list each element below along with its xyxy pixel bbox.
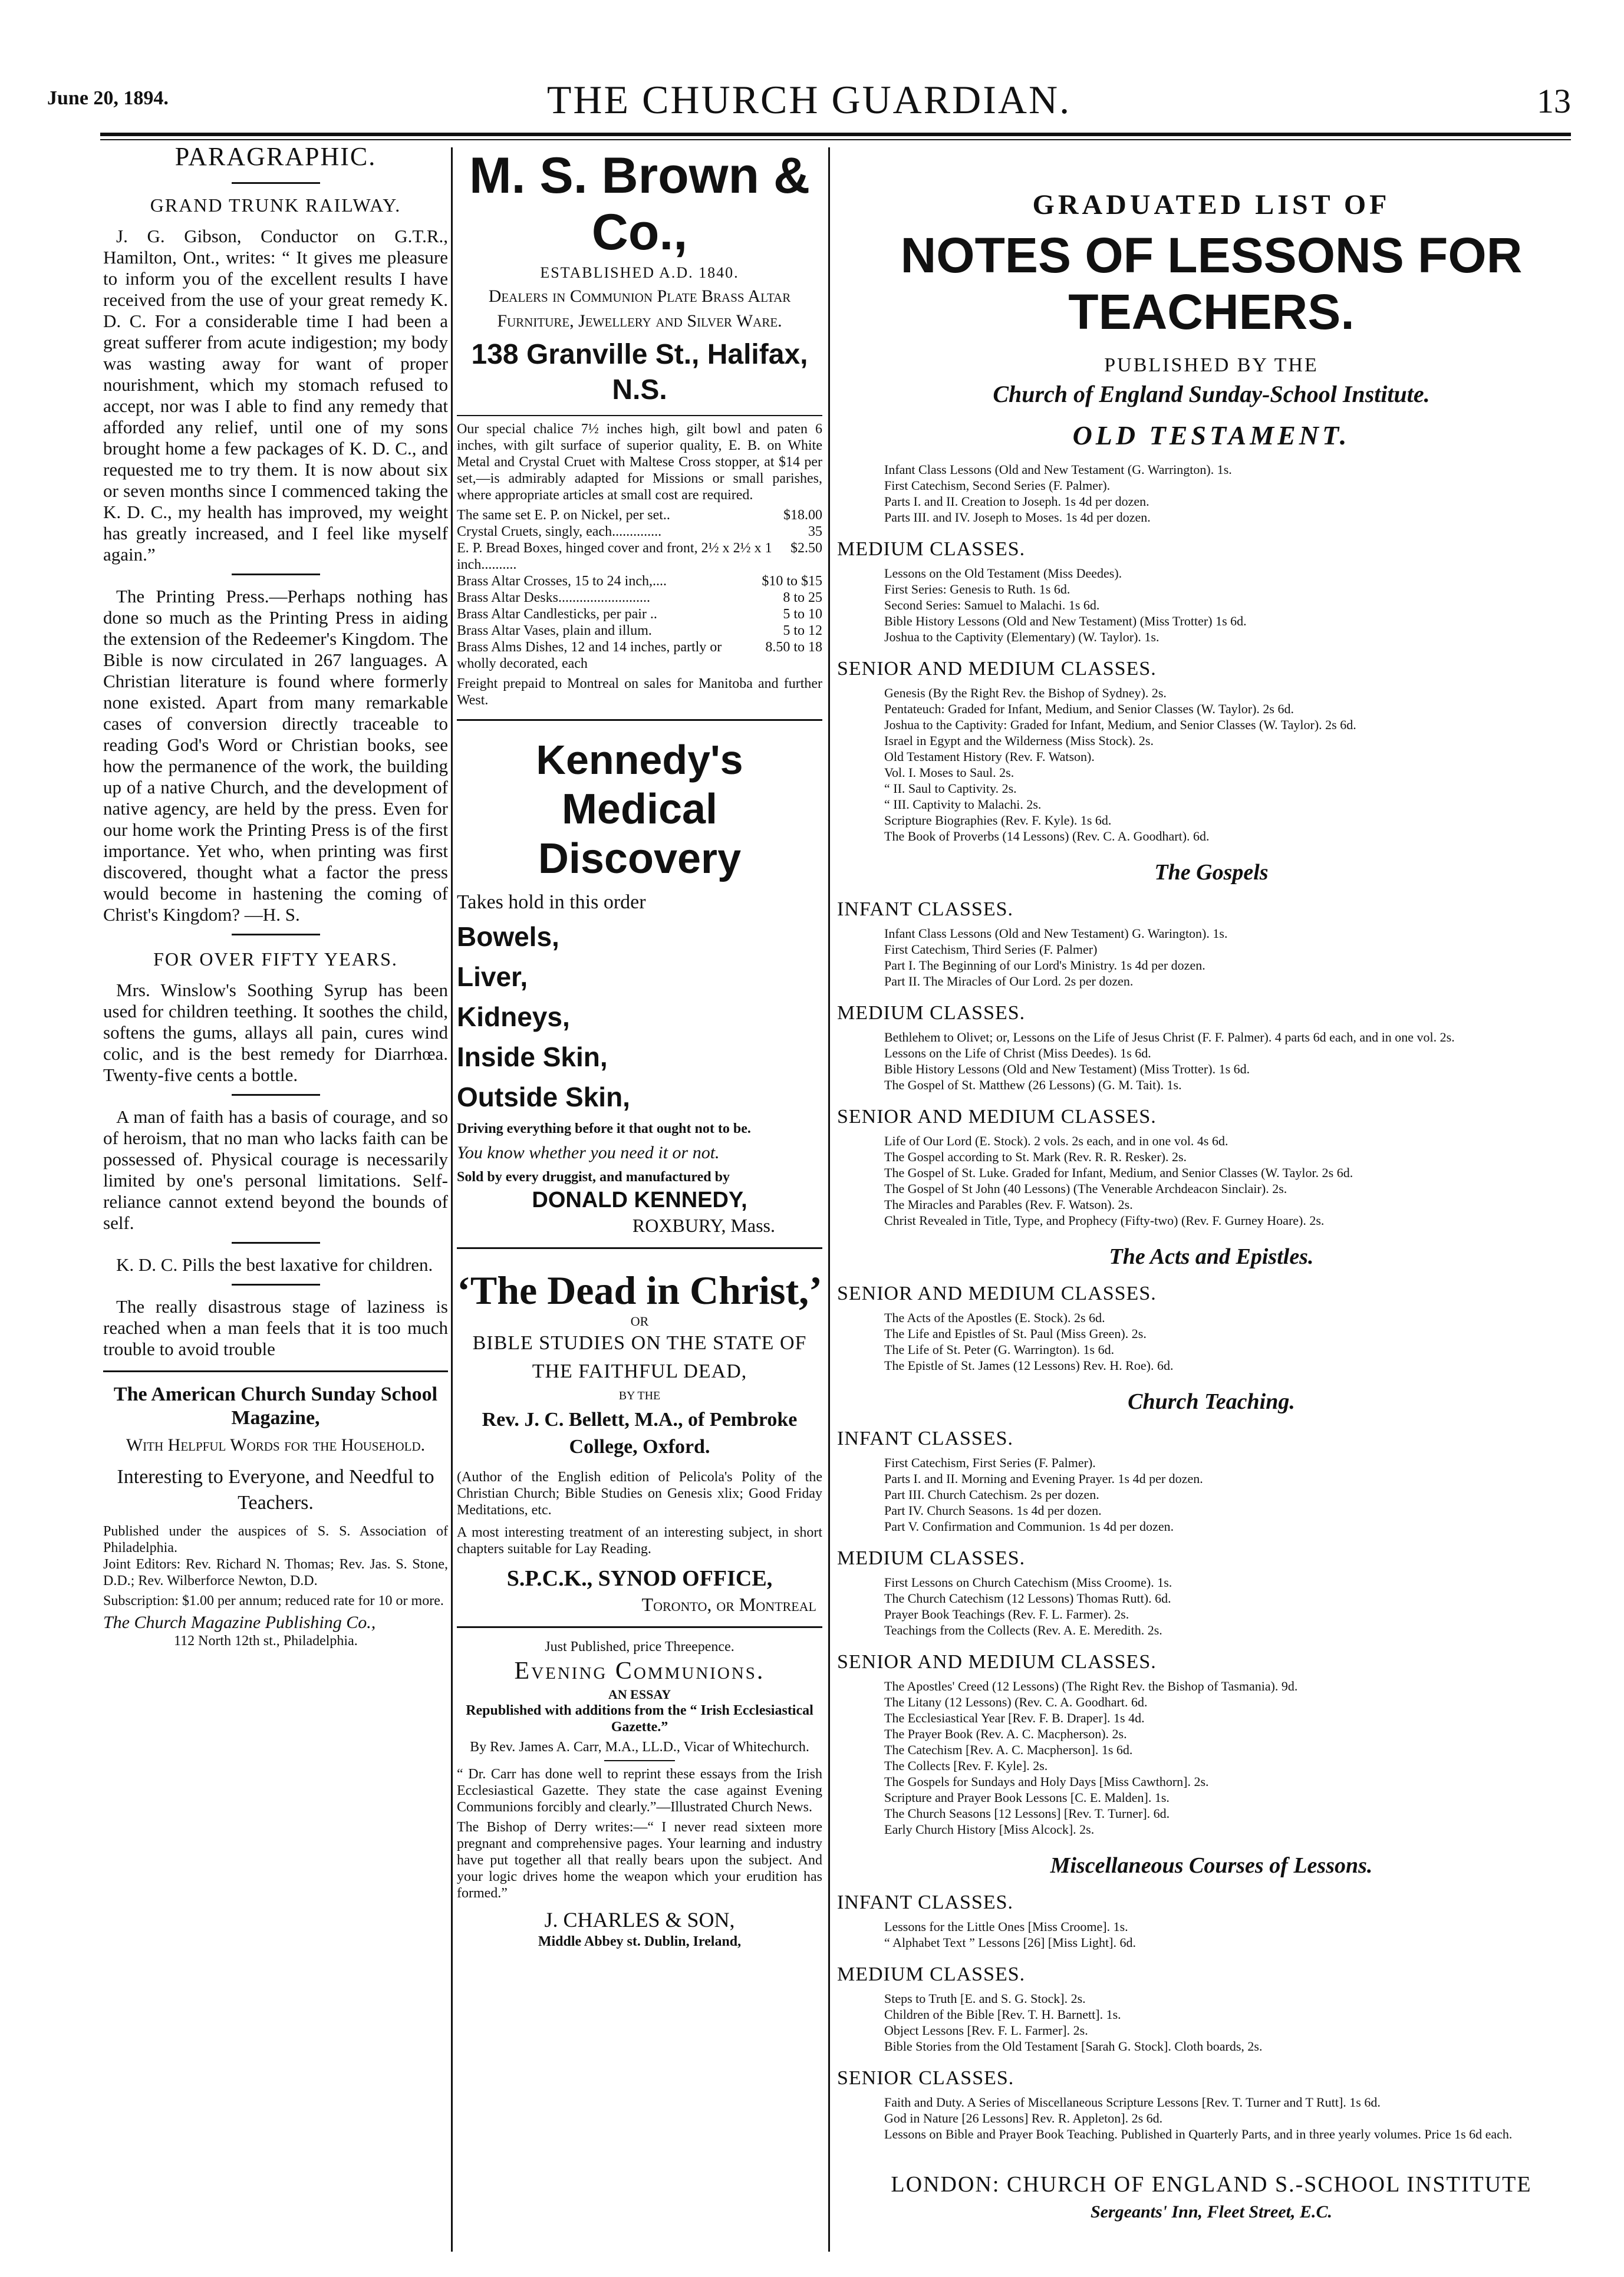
evening-just-published: Just Published, price Threepence. [545, 1639, 734, 1655]
advertiser-name: M. S. Brown & Co., [469, 147, 811, 261]
kennedy-title-2: Medical Discovery [538, 786, 742, 882]
column-divider [828, 147, 830, 2252]
dead-by: BY THE [618, 1389, 661, 1402]
lesson-item: First Catechism, Third Series (F. Palmer) [884, 942, 1098, 957]
class-heading: SENIOR AND MEDIUM CLASSES. [837, 1283, 1157, 1304]
lesson-item: Lessons on Bible and Prayer Book Teaching. Published in Quarterly Parts, and in three yearly volumes. Price 1s 6d each. [884, 2127, 1513, 2141]
lesson-item: The Gospels for Sundays and Holy Days [Miss Cawthorn]. 2s. [884, 1774, 1209, 1789]
lesson-item: The Litany (12 Lessons) (Rev. C. A. Goodhart. 6d. [884, 1695, 1148, 1709]
article-text: K. D. C. Pills the best laxative for children. [116, 1254, 433, 1275]
lesson-item: The Gospel of St John (40 Lessons) (The Venerable Archdeacon Sinclair). 2s. [884, 1181, 1287, 1196]
church-teaching-heading: Church Teaching. [1128, 1389, 1295, 1414]
price-value: 5 to 10 [783, 607, 822, 622]
lesson-item: Pentateuch: Graded for Infant, Medium, and Senior Classes (W. Taylor). 2s 6d. [884, 701, 1294, 716]
divider [457, 1626, 822, 1628]
price-value: 8.50 to 18 [765, 640, 822, 655]
class-heading: SENIOR AND MEDIUM CLASSES. [837, 1651, 1157, 1673]
lesson-list [837, 1310, 1586, 1373]
lesson-item: The Gospel of St. Luke. Graded for Infant, Medium, and Senior Classes (W. Taylor. 2s 6d. [884, 1165, 1353, 1180]
established: ESTABLISHED A.D. 1840. [540, 264, 739, 281]
bible-studies: BIBLE STUDIES ON THE STATE OF THE FAITHFUL DEAD, [472, 1332, 807, 1382]
price-item: Brass Altar Crosses, 15 to 24 inch,.... [457, 574, 667, 589]
lesson-item: Parts III. and IV. Joseph to Moses. 1s 4d per dozen. [884, 510, 1151, 525]
column-1 [103, 141, 448, 2240]
lesson-item: Vol. I. Moses to Saul. 2s. [884, 765, 1014, 780]
lesson-item: Lessons on the Old Testament (Miss Deedes). [884, 566, 1122, 581]
price-value: $2.50 [790, 541, 822, 556]
price-row [457, 523, 822, 540]
header-rule-thin [100, 139, 1571, 140]
class-heading: MEDIUM CLASSES. [837, 1963, 1026, 1985]
lesson-list [837, 2094, 1586, 2142]
divider [232, 1284, 320, 1286]
lesson-list [837, 1133, 1586, 1228]
lesson-list [837, 1678, 1586, 1837]
lesson-item: The Book of Proverbs (14 Lessons) (Rev. C. A. Goodhart). 6d. [884, 829, 1210, 843]
price-row [457, 507, 822, 523]
lesson-list [837, 462, 1586, 525]
price-item: The same set E. P. on Nickel, per set.. [457, 508, 670, 523]
section-heading: PARAGRAPHIC. [174, 142, 377, 171]
lesson-item: The Church Catechism (12 Lessons) Thomas Rutt). 6d. [884, 1591, 1171, 1606]
kennedy-driving: Driving everything before it that ought not to be. [457, 1121, 751, 1136]
class-heading: MEDIUM CLASSES. [837, 1547, 1026, 1569]
magazine-editors: Joint Editors: Rev. Richard N. Thomas; Rev. Jas. S. Stone, D.D.; Rev. Wilberforce Newton, D.D. [103, 1557, 448, 1589]
header-rule [100, 133, 1571, 136]
divider [457, 415, 822, 416]
miscellaneous-heading: Miscellaneous Courses of Lessons. [1050, 1853, 1373, 1878]
freight-note: Freight prepaid to Montreal on sales for Manitoba and further West. [457, 676, 822, 708]
lesson-item: Bible Stories from the Old Testament [Sarah G. Stock]. Cloth boards, 2s. [884, 2039, 1263, 2054]
lesson-item: First Catechism, First Series (F. Palmer). [884, 1455, 1096, 1470]
lesson-item: Old Testament History (Rev. F. Watson). [884, 749, 1095, 764]
spck-city: Toronto, or Montreal [641, 1594, 816, 1615]
price-item: Brass Altar Desks.......................... [457, 590, 650, 605]
lesson-item: First Catechism, Second Series (F. Palmer). [884, 478, 1111, 493]
column-3 [837, 141, 1586, 2240]
kennedy-sold: Sold by every druggist, and manufactured by [457, 1169, 730, 1185]
lesson-item: Part V. Confirmation and Communion. 1s 4d per dozen. [884, 1519, 1174, 1534]
lesson-item: The Life of St. Peter (G. Warrington). 1s 6d. [884, 1342, 1115, 1357]
lesson-item: “ Alphabet Text ” Lessons [26] [Miss Light]. 6d. [884, 1935, 1136, 1950]
article-text: The Printing Press.—Perhaps nothing has done so much as the Printing Press in aiding the extension of the Redeemer's Kingdom. The Bible is now circulated in 267 languages. A Christian literature is found where formerly none existed. Apart from many remarkable cases of conversion directly traceable to reading God's Word or Christian books, see how the permanence of the work, the building up of a native Church, and the development of native agency, are held by the press. Even for our home work the Printing Press is of the first importance. Yet who, when printing was first discovered, thought what a factor the press would become in hastening the coming of Christ's Kingdom? —H. S. [103, 586, 448, 925]
evening-title: Evening Communions. [514, 1658, 765, 1685]
lesson-item: Prayer Book Teachings (Rev. F. L. Farmer). 2s. [884, 1607, 1129, 1622]
lesson-list [837, 925, 1586, 989]
price-row [457, 639, 822, 672]
lesson-item: The Apostles' Creed (12 Lessons) (The Right Rev. the Bishop of Tasmania). 9d. [884, 1679, 1298, 1693]
evening-derry: The Bishop of Derry writes:—“ I never read sixteen more pregnant and comprehensive pages. Your learning and industry have put together all that really bears upon the subject. And your logic drives home the weapon which your erudition has formed.” [457, 1820, 822, 1901]
class-heading: INFANT CLASSES. [837, 1892, 1014, 1913]
dead-or: OR [630, 1314, 649, 1329]
divider [604, 1760, 675, 1761]
dead-author: Rev. J. C. Bellett, M.A., of Pembroke College, Oxford. [482, 1409, 798, 1458]
lesson-item: The Collects [Rev. F. Kyle]. 2s. [884, 1758, 1048, 1773]
price-value: 35 [808, 524, 822, 539]
lesson-list [837, 1919, 1586, 1950]
lesson-item: Bible History Lessons (Old and New Testament) (Miss Trotter). 1s 6d. [884, 1062, 1250, 1076]
article-text: Mrs. Winslow's Soothing Syrup has been used for children teething. It soothes the child, softens the gums, allays all pain, cures wind colic, and is the best remedy for Diarrhœa. Twenty-five cents a bottle. [103, 980, 448, 1085]
dead-treatment: A most interesting treatment of an interesting subject, in short chapters suitable for Lay Reading. [457, 1525, 822, 1557]
lesson-list [837, 1455, 1586, 1534]
class-heading: SENIOR AND MEDIUM CLASSES. [837, 658, 1157, 680]
magazine-subscription: Subscription: $1.00 per annum; reduced rate for 10 or more. [103, 1593, 444, 1609]
magazine-subtitle: With Helpful Words for the Household. [126, 1435, 426, 1455]
lesson-item: Bethlehem to Olivet; or, Lessons on the Life of Jesus Christ (F. F. Palmer). 4 parts 6d each, and in one vol. 2s. [884, 1030, 1455, 1044]
lesson-item: Bible History Lessons (Old and New Testament) (Miss Trotter) 1s 6d. [884, 614, 1247, 628]
divider [232, 1242, 320, 1244]
divider [232, 182, 320, 184]
price-row [457, 606, 822, 622]
institute-address: Sergeants' Inn, Fleet Street, E.C. [1090, 2202, 1333, 2222]
dead-in-christ-title: ‘The Dead in Christ,’ [457, 1268, 822, 1313]
organ-list [457, 917, 822, 1117]
divider [457, 1247, 822, 1249]
price-value: $18.00 [783, 508, 822, 523]
lesson-item: Parts I. and II. Creation to Joseph. 1s 4d per dozen. [884, 494, 1149, 509]
lesson-item: The Epistle of St. James (12 Lessons) Rev. H. Roe). 6d. [884, 1358, 1174, 1373]
kennedy-title: Kennedy's [536, 737, 743, 783]
lesson-list [837, 1991, 1586, 2054]
class-heading: MEDIUM CLASSES. [837, 1002, 1026, 1024]
lesson-item: Scripture Biographies (Rev. F. Kyle). 1s 6d. [884, 813, 1112, 828]
article-text: J. G. Gibson, Conductor on G.T.R., Hamilton, Ont., writes: “ It gives me pleasure to inform you of the excellent results I have received from the use of your great remedy K. D. C. For a considerable time I had been a great sufferer from acute indigestion; my body was wasting away for want of proper nourishment, which my stomach refused to accept, nor was I able to find any remedy that afforded any relief, until one of my sons brought home a few packages of K. D. C., and requested me to try them. It is now about six or seven months since I commenced taking the K. D. C., my health has improved, my weight has greatly increased, and I feel like myself again.” [103, 226, 448, 565]
gospels-heading: The Gospels [1154, 860, 1269, 885]
kennedy-maker: DONALD KENNEDY, [532, 1188, 747, 1212]
lesson-item: The Gospel according to St. Mark (Rev. R. R. Resker). 2s. [884, 1149, 1187, 1164]
issue-date: June 20, 1894. [47, 87, 169, 109]
lesson-item: The Miracles and Parables (Rev. F. Watson). 2s. [884, 1197, 1133, 1212]
divider [457, 719, 822, 721]
lesson-item: Israel in Egypt and the Wilderness (Miss Stock). 2s. [884, 733, 1154, 748]
old-testament-heading: OLD TESTAMENT. [1072, 420, 1350, 450]
divider [103, 1370, 448, 1372]
kennedy-takes: Takes hold in this order [457, 891, 646, 913]
column-divider [451, 147, 453, 2252]
lesson-item: Teachings from the Collects (Rev. A. E. Meredith. 2s. [884, 1623, 1162, 1637]
lesson-item: The Church Seasons [12 Lessons] [Rev. T. Turner]. 6d. [884, 1806, 1170, 1821]
magazine-address: 112 North 12th st., Philadelphia. [174, 1633, 358, 1649]
organ-item: Outside Skin, [457, 1082, 630, 1112]
lesson-list [837, 685, 1586, 844]
price-item: Crystal Cruets, singly, each.............. [457, 524, 662, 539]
class-heading: INFANT CLASSES. [837, 1428, 1014, 1449]
lesson-item: Early Church History [Miss Alcock]. 2s. [884, 1822, 1095, 1837]
price-value: 8 to 25 [783, 590, 822, 605]
lesson-item: Part III. Church Catechism. 2s per dozen. [884, 1487, 1099, 1502]
evening-seller: J. CHARLES & SON, [544, 1908, 735, 1932]
dead-note: (Author of the English edition of Pelicola's Polity of the Christian Church; Bible Studies on Genesis xlix; Good Friday Meditations, etc. [457, 1469, 822, 1518]
divider [232, 934, 320, 935]
price-list [457, 507, 822, 672]
lesson-item: The Gospel of St. Matthew (26 Lessons) (G. M. Tait). 1s. [884, 1077, 1182, 1092]
lesson-item: Object Lessons [Rev. F. L. Farmer]. 2s. [884, 2023, 1088, 2038]
organ-item: Kidneys, [457, 1001, 570, 1032]
price-item: E. P. Bread Boxes, hinged cover and front, 2½ x 2½ x 1 inch.......... [457, 541, 772, 572]
price-row [457, 573, 822, 589]
lesson-item: Second Series: Samuel to Malachi. 1s 6d. [884, 598, 1100, 612]
kennedy-place: ROXBURY, Mass. [632, 1215, 775, 1236]
column-2 [457, 141, 822, 2240]
institute-footer: LONDON: CHURCH OF ENGLAND S.-SCHOOL INSTITUTE [891, 2172, 1532, 2197]
price-item: Brass Altar Candlesticks, per pair .. [457, 607, 657, 622]
lesson-item: The Catechism [Rev. A. C. Macpherson]. 1s 6d. [884, 1742, 1133, 1757]
lesson-item: Lessons for the Little Ones [Miss Croome]. 1s. [884, 1919, 1128, 1934]
class-heading: SENIOR AND MEDIUM CLASSES. [837, 1106, 1157, 1128]
article-text: A man of faith has a basis of courage, and so of heroism, that no man who lacks faith can be possessed of. Physical courage is necessarily limited by one's personal limitations. Self-reliance cannot extend beyond the bounds of self. [103, 1106, 448, 1233]
lesson-item: The Life and Epistles of St. Paul (Miss Green). 2s. [884, 1326, 1147, 1341]
lesson-item: Life of Our Lord (E. Stock). 2 vols. 2s each, and in one vol. 4s 6d. [884, 1133, 1228, 1148]
lesson-item: Parts I. and II. Morning and Evening Prayer. 1s 4d per dozen. [884, 1471, 1203, 1486]
lesson-list [837, 565, 1586, 645]
price-row [457, 589, 822, 606]
acts-heading: The Acts and Epistles. [1109, 1244, 1314, 1269]
lesson-item: God in Nature [26 Lessons] Rev. R. Appleton]. 2s 6d. [884, 2111, 1163, 2126]
lesson-item: Children of the Bible [Rev. T. H. Barnett]. 1s. [884, 2007, 1121, 2022]
evening-quote: “ Dr. Carr has done well to reprint these essays from the Irish Ecclesiastical Gazette. They state the case against Evening Communions forcibly and clearly.”—Illustrated Church News. [457, 1767, 822, 1815]
kennedy-know: You know whether you need it or not. [457, 1143, 720, 1162]
masthead-title: THE CHURCH GUARDIAN. [546, 77, 1072, 122]
article-title: FOR OVER FIFTY YEARS. [153, 948, 398, 970]
article-text: The really disastrous stage of laziness is reached when a man feels that it is too much trouble to avoid trouble [103, 1296, 448, 1359]
published-by: PUBLISHED BY THE [1104, 354, 1319, 376]
lesson-item: Scripture and Prayer Book Lessons [C. E. Malden]. 1s. [884, 1790, 1170, 1805]
magazine-title: The American Church Sunday School Magazine, [113, 1383, 438, 1429]
lesson-list [837, 1029, 1586, 1093]
lesson-item: Christ Revealed in Title, Type, and Prophecy (Fifty-two) (Rev. F. Gurney Hoare). 2s. [884, 1213, 1325, 1228]
price-row [457, 622, 822, 639]
advertiser-address: 138 Granville St., Halifax, N.S. [471, 339, 808, 406]
list-heading: GRADUATED LIST OF [1032, 189, 1391, 220]
class-heading: MEDIUM CLASSES. [837, 538, 1026, 560]
lesson-item: Faith and Duty. A Series of Miscellaneous Scripture Lessons [Rev. T. Turner and T Rutt]. 1s 6d. [884, 2095, 1381, 2110]
divider [232, 574, 320, 575]
chalice-description: Our special chalice 7½ inches high, gilt bowl and paten 6 inches, with gilt surface of superior quality, E. B. on White Metal and Crystal Cruet with Maltese Cross stopper, at $14 per set,—is admirably adapted for Missions or small parishes, where appropriate articles at small cost are required. [457, 421, 822, 503]
price-value: 5 to 12 [783, 623, 822, 638]
organ-item: Bowels, [457, 921, 559, 952]
lesson-item: Lessons on the Life of Christ (Miss Deedes). 1s 6d. [884, 1046, 1151, 1060]
lesson-item: The Prayer Book (Rev. A. C. Macpherson). 2s. [884, 1726, 1127, 1741]
price-row [457, 540, 822, 573]
evening-republished: Republished with additions from the “ Irish Ecclesiastical Gazette.” [466, 1703, 813, 1735]
organ-item: Inside Skin, [457, 1042, 608, 1072]
lesson-item: “ II. Saul to Captivity. 2s. [884, 781, 1017, 796]
lesson-list [837, 1574, 1586, 1638]
page-header [47, 77, 1571, 136]
price-value: $10 to $15 [762, 574, 822, 589]
organ-item: Liver, [457, 961, 528, 992]
lesson-item: Joshua to the Captivity: Graded for Infant, Medium, and Senior Classes (W. Taylor). 2s 6d. [884, 717, 1356, 732]
lesson-item: “ III. Captivity to Malachi. 2s. [884, 797, 1042, 812]
class-heading: INFANT CLASSES. [837, 898, 1014, 920]
lesson-item: First Series: Genesis to Ruth. 1s 6d. [884, 582, 1070, 597]
institute-name: Church of England Sunday-School Institute. [993, 381, 1430, 407]
lesson-item: Steps to Truth [E. and S. G. Stock]. 2s. [884, 1991, 1086, 2006]
notes-title: NOTES OF LESSONS FOR TEACHERS. [900, 228, 1523, 340]
evening-author: By Rev. James A. Carr, M.A., LL.D., Vicar of Whitechurch. [470, 1739, 809, 1755]
lesson-item: Infant Class Lessons (Old and New Testament) G. Warington). 1s. [884, 926, 1228, 941]
price-item: Brass Altar Vases, plain and illum. [457, 623, 652, 638]
magazine-tagline: Interesting to Everyone, and Needful to Teachers. [117, 1466, 434, 1514]
page-number: 13 [1537, 82, 1571, 120]
spck-office: S.P.C.K., SYNOD OFFICE, [506, 1566, 773, 1591]
dealers-line: Dealers in Communion Plate Brass Altar Furniture, Jewellery and Silver Ware. [488, 286, 791, 331]
lesson-item: First Lessons on Church Catechism (Miss Croome). 1s. [884, 1575, 1172, 1590]
lesson-item: Part IV. Church Seasons. 1s 4d per dozen. [884, 1503, 1102, 1518]
evening-essay: AN ESSAY [608, 1687, 671, 1702]
evening-seller-address: Middle Abbey st. Dublin, Ireland, [538, 1934, 742, 1949]
lesson-item: Infant Class Lessons (Old and New Testament (G. Warrington). 1s. [884, 462, 1232, 477]
class-heading: SENIOR CLASSES. [837, 2067, 1014, 2089]
lesson-item: Part II. The Miracles of Our Lord. 2s per dozen. [884, 974, 1134, 988]
lesson-item: Genesis (By the Right Rev. the Bishop of Sydney). 2s. [884, 686, 1167, 700]
lesson-item: The Acts of the Apostles (E. Stock). 2s 6d. [884, 1310, 1105, 1325]
lesson-item: The Ecclesiastical Year [Rev. F. B. Draper]. 1s 4d. [884, 1711, 1145, 1725]
magazine-auspices: Published under the auspices of S. S. Association of Philadelphia. [103, 1524, 448, 1556]
magazine-publisher: The Church Magazine Publishing Co., [103, 1613, 376, 1632]
price-item: Brass Alms Dishes, 12 and 14 inches, partly or wholly decorated, each [457, 640, 722, 671]
article-title: GRAND TRUNK RAILWAY. [150, 195, 401, 216]
lesson-item: Part I. The Beginning of our Lord's Ministry. 1s 4d per dozen. [884, 958, 1205, 973]
divider [232, 1094, 320, 1096]
lesson-item: Joshua to the Captivity (Elementary) (W. Taylor). 1s. [884, 630, 1159, 644]
